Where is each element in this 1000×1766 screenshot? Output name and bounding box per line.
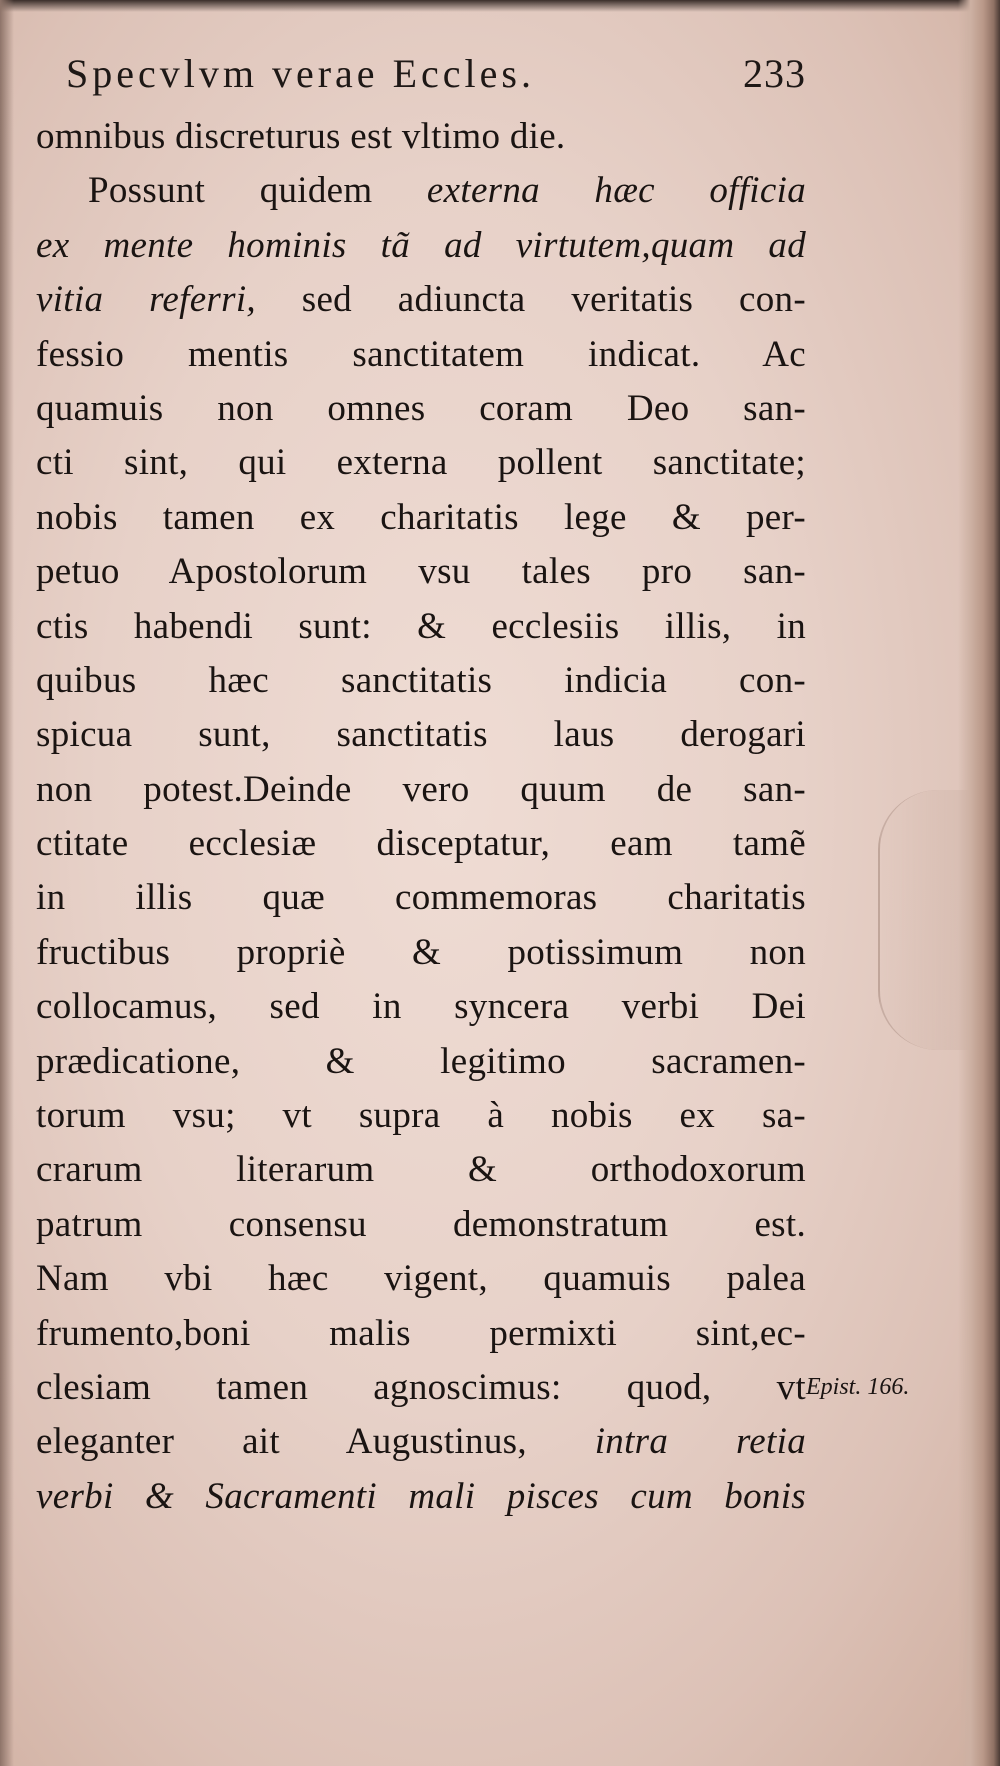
text-segment: nobis tamen ex charitatis lege & per- (36, 496, 806, 538)
page-number: 233 (743, 51, 806, 96)
text-segment: ctitate ecclesiæ disceptatur, eam tamẽ (36, 823, 806, 865)
text-segment: eleganter ait Augustinus, (36, 1421, 595, 1463)
text-line (36, 1089, 806, 1143)
text-line (36, 219, 806, 273)
text-segment: in illis quæ commemoras charitatis (36, 877, 806, 919)
text-line (36, 708, 806, 762)
text-line (36, 817, 806, 871)
text-segment: fessio mentis sanctitatem indicat. Ac (36, 333, 806, 375)
text-line (36, 871, 806, 925)
text-segment: quamuis non omnes coram Deo san- (36, 387, 806, 429)
text-segment: collocamus, sed in syncera verbi Dei (36, 986, 806, 1028)
text-line (36, 926, 806, 980)
text-line (36, 545, 806, 599)
text-line (36, 273, 806, 327)
text-segment: non potest.Deinde vero quum de san- (36, 768, 806, 810)
text-line (36, 1361, 806, 1415)
text-line (36, 328, 806, 382)
text-segment: cti sint, qui externa pollent sanctitate; (36, 442, 806, 484)
text-line (36, 1035, 806, 1089)
text-segment: clesiam tamen agnoscimus: quod, vt (36, 1366, 806, 1408)
text-line (36, 763, 806, 817)
text-segment: sed adiuncta veritatis con- (255, 279, 806, 321)
text-segment: fructibus propriè & potissimum non (36, 931, 806, 973)
text-segment: omnibus discreturus est vltimo die. (36, 116, 566, 157)
text-line (36, 1198, 806, 1252)
text-line (36, 382, 806, 436)
italic-segment: vitia referri, (36, 279, 256, 321)
text-line (36, 164, 806, 218)
text-segment: prædicatione, & legitimo sacramen- (36, 1040, 806, 1082)
italic-segment: ex mente hominis tã ad virtutem,quam ad (36, 224, 806, 266)
text-segment: torum vsu; vt supra à nobis ex sa- (36, 1095, 806, 1137)
text-segment: spicua sunt, sanctitatis laus derogari (36, 714, 806, 756)
italic-segment: externa hæc officia (426, 170, 806, 212)
text-segment: ctis habendi sunt: & ecclesiis illis, in (36, 605, 806, 647)
text-segment: crarum literarum & orthodoxorum (36, 1149, 806, 1191)
text-segment: patrum consensu demonstratum est. (36, 1203, 806, 1245)
text-segment: quibus hæc sanctitatis indicia con- (36, 659, 806, 701)
text-line (36, 1252, 806, 1306)
text-line (36, 1415, 806, 1469)
text-line (36, 600, 806, 654)
text-segment: Possunt quidem (88, 170, 427, 212)
marginal-note: Epist. 166. (806, 1374, 910, 1400)
text-segment: petuo Apostolorum vsu tales pro san- (36, 551, 806, 593)
italic-segment: intra retia (594, 1421, 806, 1463)
text-segment: Nam vbi hæc vigent, quamuis palea (36, 1258, 806, 1300)
text-line (36, 980, 806, 1034)
italic-segment: verbi & Sacramenti mali pisces cum bonis (36, 1475, 806, 1517)
text-line (36, 110, 806, 164)
text-line (36, 1143, 806, 1197)
running-head-title: Specvlvm verae Eccles. (66, 51, 535, 96)
running-head (66, 50, 816, 110)
gutter-shadow (0, 0, 14, 1766)
text-segment: frumento,boni malis permixti sint,ec- (36, 1312, 806, 1354)
text-line (36, 491, 806, 545)
text-line (36, 1307, 806, 1361)
body-text (36, 110, 806, 1524)
text-line (36, 654, 806, 708)
text-line (36, 436, 806, 490)
text-line (36, 1470, 806, 1524)
page-edge (958, 0, 1000, 1766)
